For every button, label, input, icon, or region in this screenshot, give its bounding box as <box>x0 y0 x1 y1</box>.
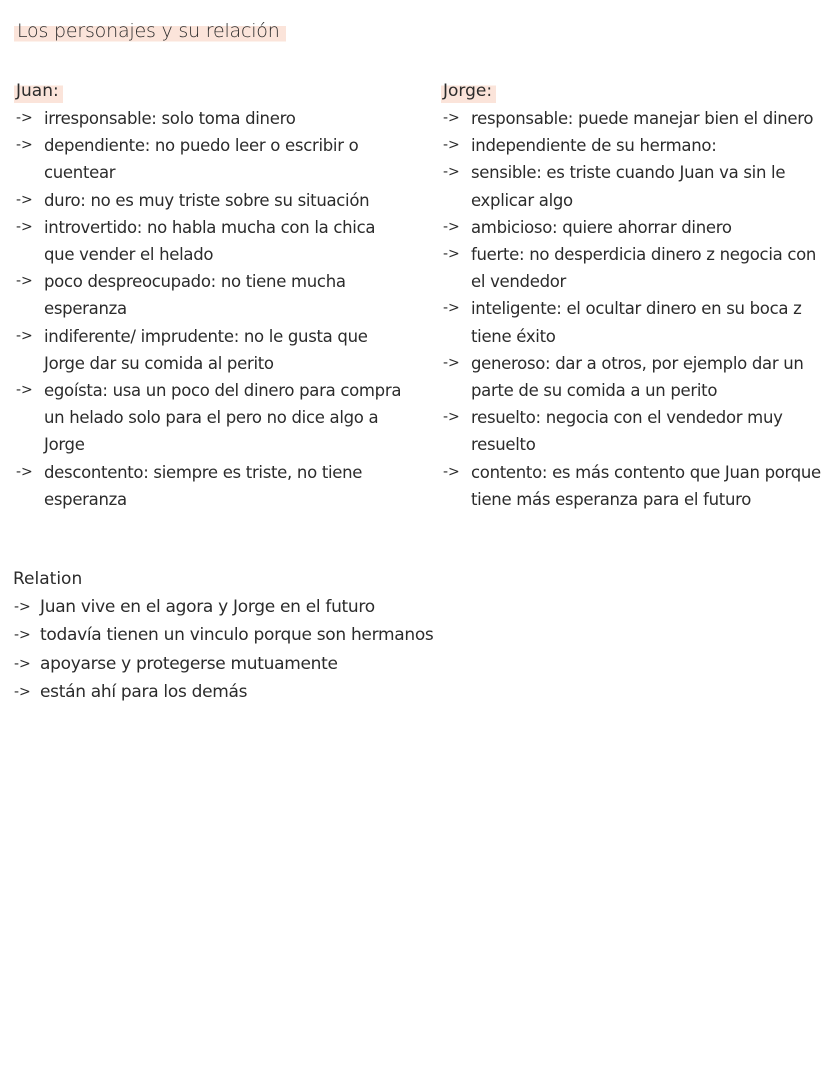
trait-text: generoso: dar a otros, por ejemplo dar un parte de su comida a un perito <box>471 353 804 401</box>
arrow-icon: -> <box>443 110 460 126</box>
trait-text: descontento: siempre es triste, no tiene esperanza <box>44 462 363 509</box>
trait-text: inteligente: el ocultar dinero en su boca z tiene éxito <box>471 299 802 346</box>
relation-text: todavía tienen un vinculo porque son hermanos <box>40 625 434 646</box>
arrow-icon: -> <box>14 655 31 672</box>
list-item <box>441 350 821 404</box>
arrow-icon: -> <box>443 463 460 480</box>
list-item <box>441 295 821 349</box>
list-item <box>441 159 821 213</box>
arrow-icon: -> <box>16 463 33 480</box>
page-title: Los personajes y su relación <box>14 18 286 44</box>
relation-text: están ahí para los demás <box>40 682 248 703</box>
relation-section <box>12 565 612 707</box>
arrow-icon: -> <box>443 164 460 181</box>
trait-text: indiferente/ imprudente: no le gusta que Jorge dar su comida al perito <box>44 326 368 373</box>
juan-heading: Juan: <box>14 78 63 105</box>
trait-text: sensible: es triste cuando Juan va sin le explicar algo <box>471 163 786 210</box>
list-item <box>14 323 404 377</box>
arrow-icon: -> <box>443 300 460 317</box>
list-item <box>441 105 821 132</box>
jorge-trait-list <box>441 105 821 513</box>
jorge-heading: Jorge: <box>441 78 496 105</box>
list-item <box>14 132 404 186</box>
juan-trait-list <box>14 105 404 513</box>
arrow-icon: -> <box>16 110 33 126</box>
arrow-icon: -> <box>14 599 31 615</box>
jorge-column <box>441 78 821 513</box>
trait-text: egoísta: usa un poco del dinero para compra un helado solo para el pero no dice algo a Jorge <box>44 381 402 455</box>
trait-text: ambicioso: quiere ahorrar dinero <box>471 217 732 237</box>
list-item <box>12 593 612 621</box>
arrow-icon: -> <box>16 273 33 290</box>
arrow-icon: -> <box>443 246 460 263</box>
list-item <box>14 105 404 132</box>
list-item <box>14 214 404 268</box>
list-item <box>12 678 612 706</box>
list-item <box>14 377 404 459</box>
trait-text: resuelto: negocia con el vendedor muy resuelto <box>471 408 783 455</box>
list-item <box>441 404 821 458</box>
list-item <box>14 268 404 322</box>
arrow-icon: -> <box>14 684 31 701</box>
arrow-icon: -> <box>443 137 460 154</box>
arrow-icon: -> <box>443 218 460 235</box>
arrow-icon: -> <box>16 218 33 235</box>
trait-text: independiente de su hermano: <box>471 136 717 156</box>
arrow-icon: -> <box>14 627 31 644</box>
list-item <box>441 241 821 295</box>
trait-text: duro: no es muy triste sobre su situación <box>44 190 370 210</box>
arrow-icon: -> <box>443 409 460 426</box>
juan-column <box>14 78 404 513</box>
trait-text: contento: es más contento que Juan porque tiene más esperanza para el futuro <box>471 462 821 509</box>
trait-text: poco despreocupado: no tiene mucha esperanza <box>44 272 346 319</box>
trait-text: responsable: puede manejar bien el dinero <box>471 109 814 128</box>
trait-text: irresponsable: solo toma dinero <box>44 109 296 128</box>
relation-heading: Relation <box>13 569 83 589</box>
arrow-icon: -> <box>16 382 33 399</box>
relation-list <box>12 593 612 707</box>
trait-text: fuerte: no desperdicia dinero z negocia con el vendedor <box>471 245 817 292</box>
arrow-icon: -> <box>16 137 33 154</box>
list-item <box>12 621 612 649</box>
list-item <box>12 650 612 678</box>
arrow-icon: -> <box>443 354 460 371</box>
list-item <box>14 459 404 513</box>
arrow-icon: -> <box>16 327 33 344</box>
list-item <box>441 459 821 513</box>
trait-text: dependiente: no puedo leer o escribir o cuentear <box>44 136 359 183</box>
list-item <box>14 187 404 214</box>
relation-text: apoyarse y protegerse mutuamente <box>40 653 338 674</box>
trait-text: introvertido: no habla mucha con la chica que vender el helado <box>44 217 376 265</box>
list-item <box>441 214 821 241</box>
relation-text: Juan vive en el agora y Jorge en el futuro <box>40 597 375 617</box>
list-item <box>441 132 821 159</box>
arrow-icon: -> <box>16 191 33 208</box>
